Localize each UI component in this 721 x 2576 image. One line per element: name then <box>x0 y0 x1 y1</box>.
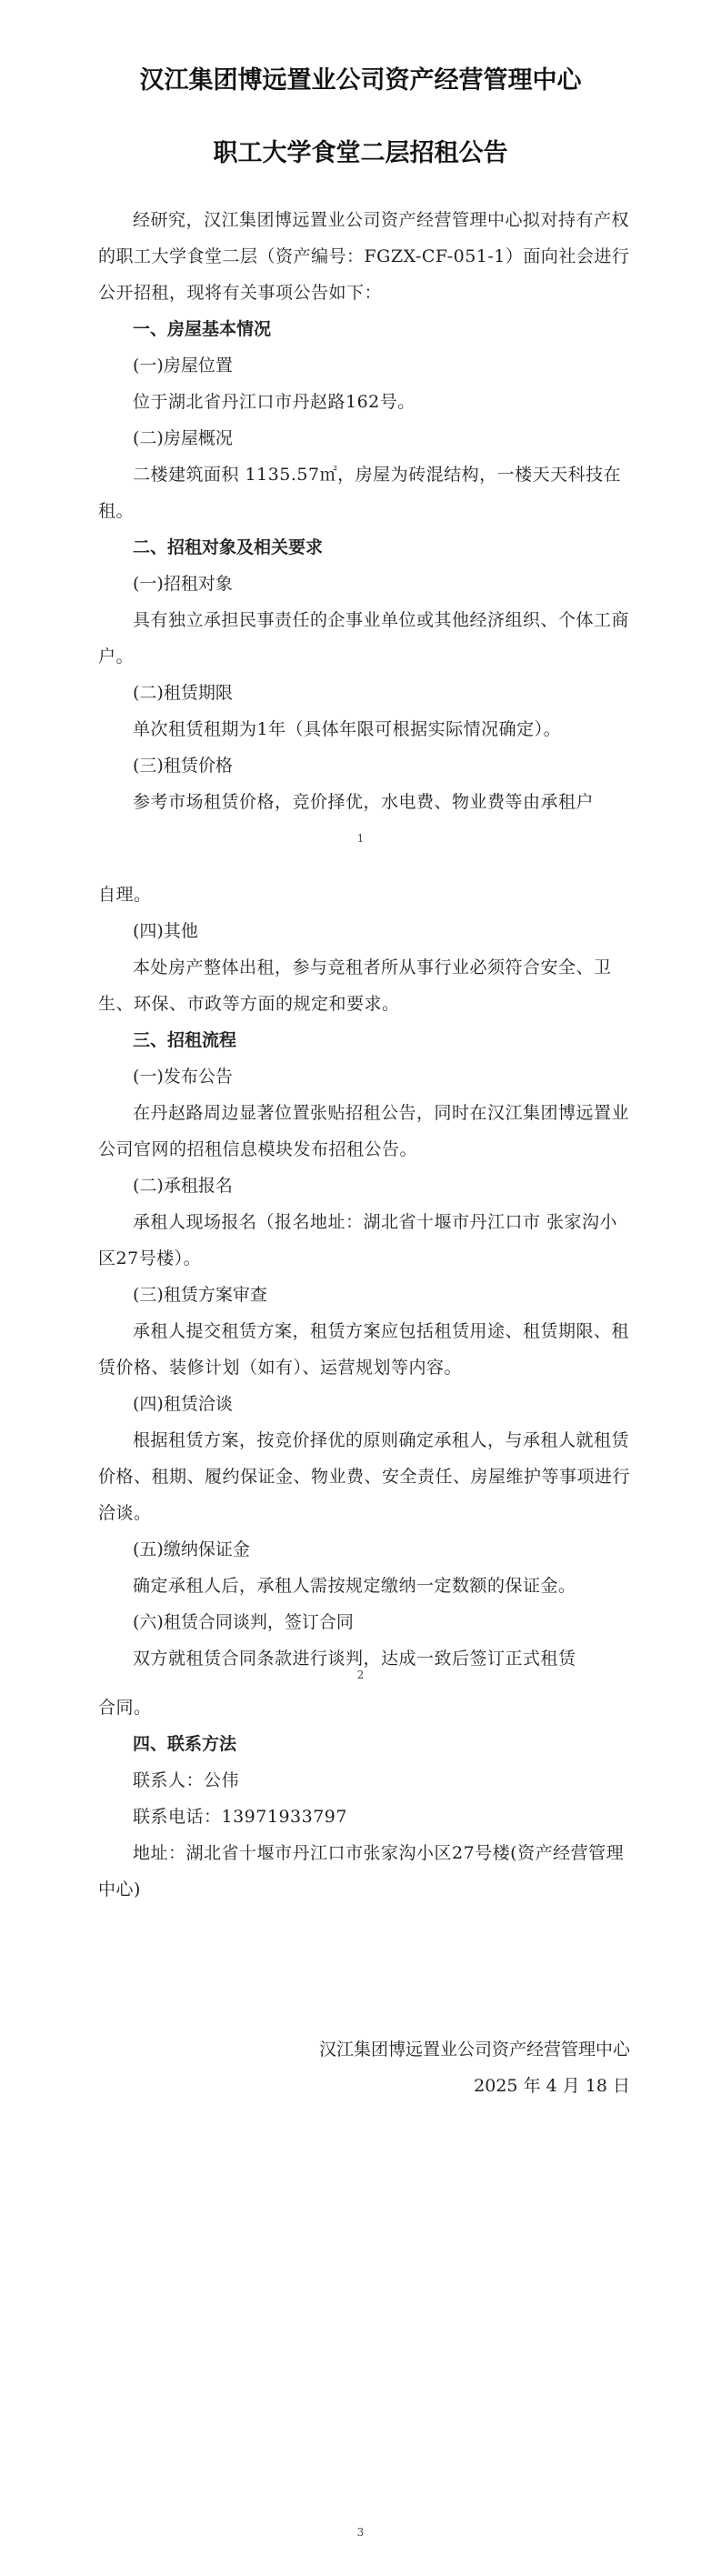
signature-block <box>319 2031 630 2104</box>
section-2-sub-3-text-b: 自理。 <box>98 885 152 905</box>
contact-person: 联系人：公伟 <box>133 1770 240 1790</box>
section-3-sub-2-text: 承租人现场报名（报名地址：湖北省十堰市丹江口市 张家沟小区27号楼）。 <box>98 1212 618 1268</box>
section-3-sub-1-text: 在丹赵路周边显著位置张贴招租公告，同时在汉江集团博远置业公司官网的招租信息模块发布招租公告。 <box>98 1103 630 1159</box>
section-3-heading: 三、招租流程 <box>133 1030 237 1050</box>
intro-paragraph: 经研究，汉江集团博远置业公司资产经营管理中心拟对持有产权的职工大学食堂二层（资产编号：FGZX-CF-051-1）面向社会进行公开招租，现将有关事项公告如下： <box>98 210 630 303</box>
section-2-sub-2: (二)租赁期限 <box>133 683 233 703</box>
contact-address: 地址：湖北省十堰市丹江口市张家沟小区27号楼(资产经营管理中心) <box>98 1843 625 1899</box>
section-2-sub-3: (三)租赁价格 <box>133 756 233 776</box>
page-1-body <box>98 202 630 820</box>
section-2-heading: 二、招租对象及相关要求 <box>133 537 324 557</box>
section-3-sub-6: (六)租赁合同谈判，签订合同 <box>133 1612 354 1632</box>
section-3-sub-2: (二)承租报名 <box>133 1176 233 1196</box>
section-2-sub-1: (一)招租对象 <box>133 574 233 594</box>
section-3-sub-6-text-b: 合同。 <box>98 1698 152 1718</box>
page-2 <box>0 855 721 1691</box>
document-title: 汉江集团博远置业公司资产经营管理中心 <box>139 66 582 95</box>
section-4-heading: 四、联系方法 <box>133 1734 237 1754</box>
signature-org: 汉江集团博远置业公司资产经营管理中心 <box>318 2040 630 2060</box>
page-number-1: 1 <box>356 832 365 845</box>
contact-phone: 联系电话：13971933797 <box>133 1807 347 1827</box>
section-1-heading: 一、房屋基本情况 <box>133 319 272 339</box>
section-3-sub-6-text-a: 双方就租赁合同条款进行谈判，达成一致后签订正式租赁 <box>133 1649 576 1669</box>
page-number-2: 2 <box>356 1669 365 1681</box>
section-3-sub-5-text: 确定承租人后，承租人需按规定缴纳一定数额的保证金。 <box>133 1576 576 1596</box>
section-2-sub-4: (四)其他 <box>133 921 198 941</box>
section-1-sub-2: (二)房屋概况 <box>133 428 233 448</box>
page-1 <box>0 0 721 855</box>
page-3-body <box>98 1689 630 1908</box>
section-1-sub-2-text: 二楼建筑面积 1135.57㎡，房屋为砖混结构，一楼天天科技在租。 <box>98 465 622 521</box>
section-2-sub-4-text: 本处房产整体出租，参与竞租者所从事行业必须符合安全、卫生、环保、市政等方面的规定和要求。 <box>98 957 612 1014</box>
section-3-sub-3-text: 承租人提交租赁方案，租赁方案应包括租赁用途、租赁期限、租赁价格、装修计划（如有）、运营规划等内容。 <box>98 1321 630 1378</box>
section-3-sub-5: (五)缴纳保证金 <box>133 1539 250 1559</box>
section-2-sub-1-text: 具有独立承担民事责任的企事业单位或其他经济组织、个体工商户。 <box>98 610 630 667</box>
signature-date: 2025 年 4 月 18 日 <box>474 2076 630 2096</box>
section-1-sub-1: (一)房屋位置 <box>133 356 233 376</box>
page-3 <box>0 1691 721 2576</box>
section-2-sub-2-text: 单次租赁租期为1年（具体年限可根据实际情况确定）。 <box>133 719 562 739</box>
section-3-sub-3: (三)租赁方案审查 <box>133 1285 267 1305</box>
section-3-sub-4: (四)租赁洽谈 <box>133 1394 233 1414</box>
section-2-sub-3-text-a: 参考市场租赁价格，竞价择优，水电费、物业费等由承租户 <box>133 792 595 812</box>
section-1-sub-1-text: 位于湖北省丹江口市丹赵路162号。 <box>133 392 416 412</box>
section-3-sub-1: (一)发布公告 <box>133 1067 233 1087</box>
page-number-3: 3 <box>356 2526 365 2539</box>
document-subtitle: 职工大学食堂二层招租公告 <box>213 139 508 167</box>
page-2-body <box>98 877 630 1677</box>
section-3-sub-4-text: 根据租赁方案，按竞价择优的原则确定承租人，与承租人就租赁价格、租期、履约保证金、物业费、安全责任、房屋维护等事项进行洽谈。 <box>98 1430 631 1523</box>
